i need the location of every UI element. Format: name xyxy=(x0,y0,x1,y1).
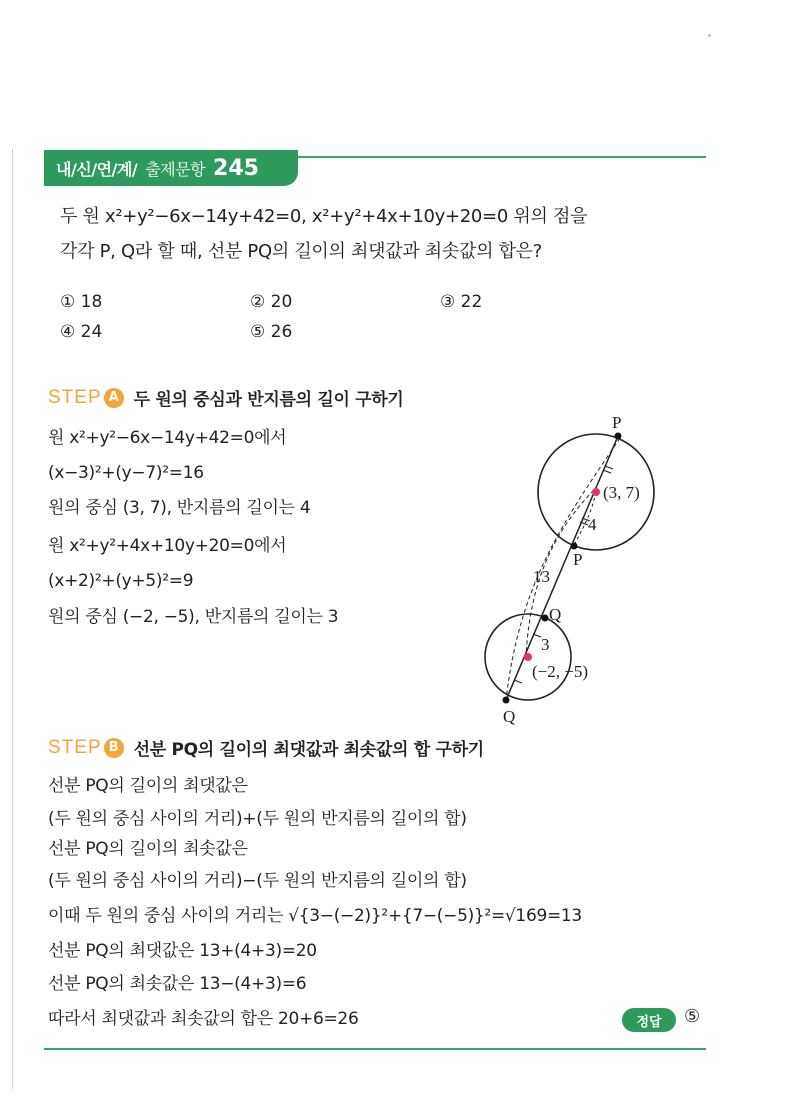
step-a-title: 두 원의 중심과 반지름의 길이 구하기 xyxy=(133,390,404,410)
center-2-dot xyxy=(524,653,532,661)
point-p-top xyxy=(615,433,622,440)
center-1-dot xyxy=(592,488,600,496)
label-distance: 13 xyxy=(533,567,550,586)
step-a-heading xyxy=(48,385,404,410)
question-line-1: 두 원 x²+y²−6x−14y+42=0, x²+y²+4x+10y+20=0 위의 점을 xyxy=(60,206,588,227)
step-b-line-5: 이때 두 원의 중심 사이의 거리는 √{3−(−2)}²+{7−(−5)}²=√169=13 xyxy=(48,906,582,926)
label-q-bottom: Q xyxy=(503,707,516,726)
step-b-line-4: (두 원의 중심 사이의 거리)−(두 원의 반지름의 길이의 합) xyxy=(48,871,467,891)
step-b-line-1: 선분 PQ의 길이의 최댓값은 xyxy=(48,776,248,796)
tick-mark-6 xyxy=(514,680,522,683)
step-b-line-7: 선분 PQ의 최솟값은 13−(4+3)=6 xyxy=(48,974,307,994)
step-b-heading xyxy=(48,735,484,760)
point-q-bottom xyxy=(503,697,510,704)
step-a-word: STEP xyxy=(48,386,102,408)
label-radius-1: 4 xyxy=(588,515,597,534)
choice-4: ④ 24 xyxy=(60,322,103,342)
label-center-2: (−2, −5) xyxy=(532,662,588,681)
footer-rule xyxy=(44,1048,706,1050)
answer-value: ⑤ xyxy=(684,1006,701,1027)
step-b-line-2: (두 원의 중심 사이의 거리)+(두 원의 반지름의 길이의 합) xyxy=(48,809,467,829)
label-q-mid: Q xyxy=(549,605,562,624)
step-b-line-3: 선분 PQ의 길이의 최솟값은 xyxy=(48,839,248,859)
label-p-top: P xyxy=(612,413,622,432)
step-a-line-5: (x+2)²+(y+5)²=9 xyxy=(48,571,194,591)
tick-mark-1 xyxy=(605,466,613,469)
series-label: 내/신/연/계/ xyxy=(56,159,138,179)
choice-5: ⑤ 26 xyxy=(250,322,293,342)
choice-2: ② 20 xyxy=(250,292,293,312)
label-radius-2: 3 xyxy=(541,635,550,654)
choice-1: ① 18 xyxy=(60,292,103,312)
scan-mark xyxy=(708,34,711,37)
step-a-line-4: 원 x²+y²+4x+10y+20=0에서 xyxy=(48,536,287,556)
step-b-line-6: 선분 PQ의 최댓값은 13+(4+3)=20 xyxy=(48,941,317,961)
segment-max-pq xyxy=(506,436,618,700)
step-a-line-3: 원의 중심 (3, 7), 반지름의 길이는 4 xyxy=(48,498,311,518)
step-b-title: 선분 PQ의 길이의 최댓값과 최솟값의 합 구하기 xyxy=(133,740,484,760)
problem-type-label: 출제문항 xyxy=(145,159,206,179)
choice-3: ③ 22 xyxy=(440,292,483,312)
point-q-mid xyxy=(542,615,549,622)
step-a-line-6: 원의 중심 (−2, −5), 반지름의 길이는 3 xyxy=(48,607,339,627)
margin-guide-line xyxy=(12,150,13,1090)
step-a-line-2: (x−3)²+(y−7)²=16 xyxy=(48,463,204,483)
step-a-line-1: 원 x²+y²−6x−14y+42=0에서 xyxy=(48,428,287,448)
point-p-mid xyxy=(571,543,578,550)
tick-mark-5 xyxy=(533,634,541,637)
step-b-word: STEP xyxy=(48,736,102,758)
step-b-line-8: 따라서 최댓값과 최솟값의 합은 20+6=26 xyxy=(48,1009,359,1029)
question-line-2: 각각 P, Q라 할 때, 선분 PQ의 길이의 최댓값과 최솟값의 합은? xyxy=(60,241,543,262)
problem-number: 245 xyxy=(213,155,259,181)
problem-header-badge xyxy=(44,150,298,186)
step-b-letter-badge: B xyxy=(104,738,124,758)
label-p-mid: P xyxy=(573,550,583,569)
step-a-letter-badge: A xyxy=(104,388,124,408)
answer-badge: 정답 xyxy=(622,1008,676,1032)
label-center-1: (3, 7) xyxy=(603,483,640,502)
two-circles-diagram xyxy=(470,410,690,730)
tick-mark-2 xyxy=(603,470,611,473)
